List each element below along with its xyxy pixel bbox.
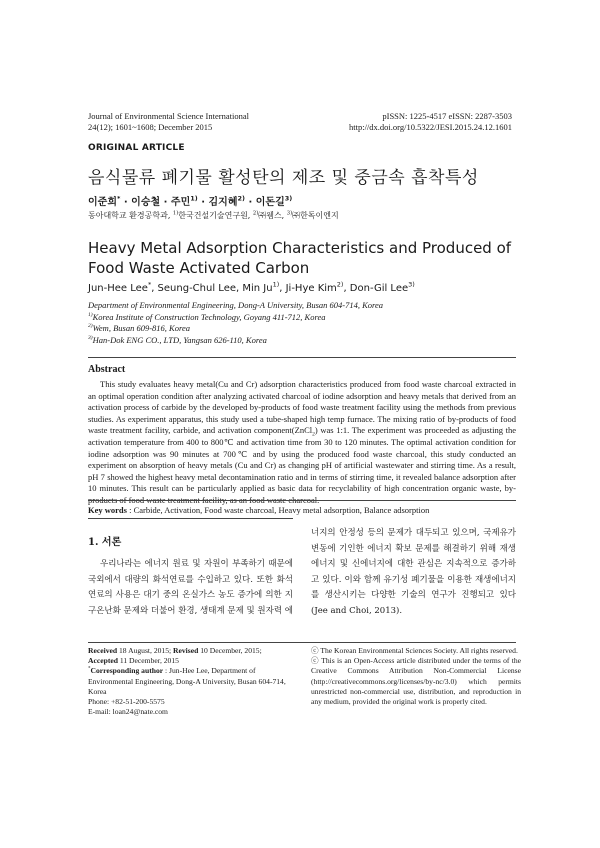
english-authors: Jun-Hee Lee*, Seung-Chul Lee, Min Ju$^{1)}$, Ji-Hye Kim$^{2)}$, Don-Gil Lee$^{3)}$ [88,280,415,294]
journal-name: Journal of Environmental Science International [88,111,249,121]
journal-identifiers [349,111,512,133]
abstract-body: This study evaluates heavy metal(Cu and Cr) adsorption characteristics produced from food waste charcoal extracted in an optimal operation condition after analyzing activated charcoal of iodine adsorption and heavy metals that derived from an activation process of carbide by the developed by-products of food waste treatment facility using the methods from previous studies. As experiment apparatus, this study used a tube-shaped high temp furnace. The mixing ratio of by-products of food waste treatment facility, carbide, and activation component(ZnCl$_2$) was 1:1. The experiment was proceeded as adjusting the activation temperature from 400 to 800℃ and activation time from 30 to 120 minutes. The optimal activation condition for iodine adsorption was 90 minutes at 700℃ and by using the produced food waste charcoal, this study conducted an experiment on absorption of heavy metals (Cu and Cr) as changing pH of artificial wastewater and stirring time. As a result, pH 7 showed the highest heavy metal decontamination ratio and in terms of stirring time, it revealed balance adsorption after 10 minutes. This result can be particularly applied as basic data for recyclability of high concentration organic waste, by-products of food waste treatment facility, as an food waste charcoal. [88,379,516,505]
english-title: Heavy Metal Adsorption Characteristics and Produced of Food Waste Activated Carbon [88,239,512,277]
body-paragraph-right: 너지의 안정성 등의 문제가 대두되고 있으며, 국제유가 변동에 기인한 에너지 확보 문제를 해결하기 위해 재생에너지 및 신에너지에 대한 관심은 지속적으로 증가하고 있다. 이와 함께 유기성 폐기물을 이용한 재생에너지를 생산시키는 다양한 기술의 연구가 진행되고 있다(Jee and Choi, 2013). [311,528,516,616]
affiliation-line: Department of Environmental Engineering, Dong-A University, Busan 604-714, Korea [88,300,384,310]
section-heading: 1. 서론 [88,537,122,548]
body-paragraph-left: 우리나라는 에너지 원료 및 자원이 부족하기 때문에 국외에서 대량의 화석연료를 수입하고 있다. 또한 화석연료의 사용은 대기 중의 온실가스 농도 증가에 의한 지구온난화 문제와 더불어 환경, 생태계 문제 및 원자력 에 [88,559,293,616]
copyright-notice: ⓒ The Korean Environmental Sciences Society. All rights reserved. [311,646,518,655]
doi-link[interactable]: http://dx.doi.org/10.5322/JESI.2015.24.12.1601 [348,122,512,132]
license-notice: ⓒ This is an Open-Access article distributed under the terms of the Creative Commons Attribution Non-Commercial License (http://creativecommons.org/licenses/by-nc/3.0) which permits unrestricted non-commercial use, distribution, and reproduction in any medium, provided the original work is properly cited. [311,656,521,707]
korean-authors: 이준희* · 이승철 · 주민$^{1)}$ · 김지혜$^{2)}$ · 이돈길$^{3)}$ [88,194,293,208]
keywords: Key words : Carbide, Activation, Food waste charcoal, Heavy metal adsorption, Balance adsorption [88,505,430,515]
article-type: ORIGINAL ARTICLE [88,143,185,153]
email[interactable]: E-mail: loan24@nate.com [88,707,168,717]
divider-footnote [88,642,516,643]
divider-left-column [88,518,293,519]
english-affiliations [88,300,383,346]
phone: Phone: +82-51-200-5575 [88,697,165,707]
affiliation-line: $^{3)}$Han-Dok ENG CO., LTD, Yangsan 626-110, Korea [88,334,267,345]
abstract-heading: Abstract [88,364,126,375]
divider-top [88,357,516,358]
affiliation-line: $^{2)}$Wem, Busan 609-816, Korea [88,323,190,333]
affiliation-line: $^{1)}$Korea Institute of Construction Technology, Goyang 411-712, Korea [88,311,326,322]
footnote-article-info: Received 18 August, 2015; Revised 10 December, 2015; Accepted 11 December, 2015 *Corresponding author : Jun-Hee Lee, Department of Environmental Engineering, Dong-A University, Busan 604-714, Korea Phone: +82-51-200-5575 E-mail: loan24@nate.com [88,646,298,717]
korean-title: 음식물류 폐기물 활성탄의 제조 및 중금속 흡착특성 [88,168,479,188]
footnote-copyright [311,646,521,707]
divider-abstract [88,500,516,501]
journal-citation [88,111,249,133]
korean-affiliations: 동아대학교 환경공학과, $^{1)}$한국건설기술연구원, $^{2)}$㈜웸스, $^{3)}$㈜한독이엔지 [88,210,339,220]
issn: pISSN: 1225-4517 eISSN: 2287-3503 [382,111,512,121]
volume-pages: 24(12); 1601~1608; December 2015 [88,122,213,132]
